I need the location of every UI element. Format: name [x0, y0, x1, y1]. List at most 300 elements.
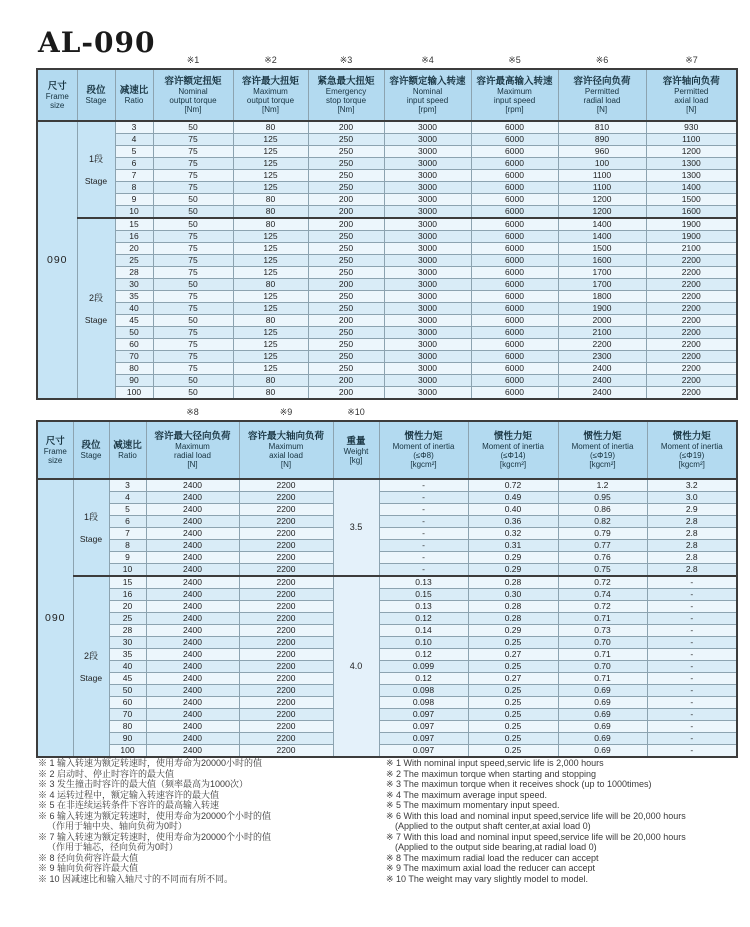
ratio-cell: 8 [115, 182, 153, 194]
column-header [468, 421, 558, 479]
header-label-en: radial load [583, 96, 621, 105]
value-cell: 6000 [471, 303, 558, 315]
data-row [37, 121, 737, 134]
ratio-cell: 100 [115, 387, 153, 400]
value-cell: 125 [233, 291, 308, 303]
ratio-cell: 16 [109, 589, 146, 601]
data-row [37, 303, 737, 315]
value-cell: - [647, 637, 737, 649]
value-cell: 2400 [146, 479, 239, 492]
value-cell: 3000 [384, 206, 471, 219]
value-cell: 0.097 [379, 733, 468, 745]
column-header [37, 421, 73, 479]
footnote-ref-mark: ※6 [595, 55, 609, 65]
frame-size-cell: 090 [37, 121, 77, 399]
value-cell: 75 [153, 134, 233, 146]
value-cell: 0.86 [558, 504, 647, 516]
data-row [37, 158, 737, 170]
value-cell: 2200 [239, 504, 333, 516]
value-cell: 2400 [146, 613, 239, 625]
column-header [333, 421, 379, 479]
value-cell: 0.097 [379, 721, 468, 733]
value-cell: 2200 [239, 576, 333, 589]
header-label-en: [kgcm²] [589, 460, 616, 469]
value-cell: 6000 [471, 170, 558, 182]
value-cell: 250 [308, 231, 384, 243]
value-cell: 3000 [384, 121, 471, 134]
value-cell: 2200 [239, 721, 333, 733]
value-cell: 3000 [384, 243, 471, 255]
value-cell: 2200 [646, 255, 737, 267]
value-cell: 75 [153, 158, 233, 170]
value-cell: 2200 [239, 528, 333, 540]
value-cell: 3000 [384, 218, 471, 231]
table1-footnote-ref-row [37, 54, 737, 66]
value-cell: 2200 [558, 339, 646, 351]
header-label-en: [Nm] [337, 105, 355, 114]
data-row [37, 564, 737, 577]
value-cell: 3000 [384, 279, 471, 291]
ratio-cell: 20 [109, 601, 146, 613]
ratio-cell: 5 [115, 146, 153, 158]
value-cell: 50 [153, 387, 233, 400]
value-cell: 2400 [146, 721, 239, 733]
value-cell: 250 [308, 339, 384, 351]
value-cell: 0.097 [379, 745, 468, 758]
data-row [37, 231, 737, 243]
value-cell: 2200 [239, 673, 333, 685]
value-cell: 125 [233, 146, 308, 158]
value-cell: - [647, 745, 737, 758]
header-label-en: Ratio [124, 96, 144, 105]
header-label-cn: 容许径向负荷 [573, 76, 631, 87]
data-row [37, 589, 737, 601]
value-cell: 0.29 [468, 552, 558, 564]
value-cell: 6000 [471, 327, 558, 339]
ratio-cell: 45 [115, 315, 153, 327]
data-row [37, 279, 737, 291]
data-row [37, 504, 737, 516]
ratio-cell: 8 [109, 540, 146, 552]
value-cell: 2300 [558, 351, 646, 363]
value-cell: 125 [233, 231, 308, 243]
value-cell: - [647, 673, 737, 685]
data-row [37, 673, 737, 685]
value-cell: 0.74 [558, 589, 647, 601]
value-cell: 1800 [558, 291, 646, 303]
ratio-cell: 70 [109, 709, 146, 721]
footnote-line: ※ 1 输入转速为额定转速时，使用寿命为20000小时的值 [38, 758, 263, 768]
value-cell: 0.099 [379, 661, 468, 673]
footnotes-chinese [38, 758, 376, 884]
value-cell: 960 [558, 146, 646, 158]
value-cell: 250 [308, 146, 384, 158]
header-label-cn: 惯性力矩 [672, 431, 711, 442]
header-label-en: [rpm] [418, 105, 437, 114]
value-cell: 0.25 [468, 745, 558, 758]
value-cell: 2400 [558, 363, 646, 375]
value-cell: 125 [233, 158, 308, 170]
data-row [37, 709, 737, 721]
value-cell: 50 [153, 315, 233, 327]
column-header [239, 421, 333, 479]
data-row [37, 528, 737, 540]
value-cell: 2200 [239, 661, 333, 673]
value-cell: 2400 [146, 552, 239, 564]
footnote-ref-mark: ※1 [186, 55, 200, 65]
value-cell: - [647, 697, 737, 709]
value-cell: 2200 [239, 649, 333, 661]
data-row [37, 182, 737, 194]
data-row [37, 649, 737, 661]
footnote-line: （作用于轴中央、轴向负荷为0时） [47, 821, 188, 831]
footnote-ref-mark: ※9 [279, 407, 293, 417]
value-cell: 125 [233, 303, 308, 315]
ratio-cell: 10 [115, 206, 153, 219]
footnote-ref-mark: ※10 [347, 407, 365, 417]
value-cell: 2400 [146, 685, 239, 697]
data-row [37, 492, 737, 504]
value-cell: 0.71 [558, 673, 647, 685]
footnote-line: ※ 4 The maximum average input speed. [386, 789, 547, 800]
ratio-cell: 30 [115, 279, 153, 291]
header-label-en: Frame [45, 91, 69, 101]
footnote-ref-mark: ※4 [421, 55, 434, 65]
ratio-cell: 45 [109, 673, 146, 685]
value-cell: 2400 [146, 528, 239, 540]
value-cell: 6000 [471, 267, 558, 279]
value-cell: 6000 [471, 231, 558, 243]
stage-label: 1段 [88, 153, 103, 164]
value-cell: 1100 [646, 134, 737, 146]
value-cell: 810 [558, 121, 646, 134]
data-row [37, 146, 737, 158]
value-cell: 1200 [646, 146, 737, 158]
value-cell: 6000 [471, 279, 558, 291]
data-row [37, 375, 737, 387]
value-cell: 200 [308, 387, 384, 400]
ratio-cell: 60 [115, 339, 153, 351]
header-row [37, 69, 737, 121]
value-cell: 2400 [146, 564, 239, 577]
value-cell: 125 [233, 182, 308, 194]
footnote-ref-mark: ※2 [264, 55, 277, 65]
value-cell: 2400 [146, 649, 239, 661]
ratio-cell: 7 [115, 170, 153, 182]
header-label-en: Maximum [175, 442, 210, 451]
footnote-line: （作用于轴芯，径向负荷为0时） [47, 842, 179, 852]
value-cell: 3.2 [647, 479, 737, 492]
value-cell: 80 [233, 387, 308, 400]
value-cell: 3000 [384, 134, 471, 146]
value-cell: 2200 [239, 745, 333, 758]
header-label-cn: 段位 [86, 85, 106, 96]
value-cell: 6000 [471, 121, 558, 134]
value-cell: 2200 [646, 363, 737, 375]
value-cell: 125 [233, 327, 308, 339]
value-cell: 0.29 [468, 625, 558, 637]
data-row [37, 540, 737, 552]
data-row [37, 315, 737, 327]
value-cell: 0.72 [558, 576, 647, 589]
value-cell: 2200 [239, 564, 333, 577]
data-row [37, 576, 737, 589]
value-cell: - [379, 504, 468, 516]
value-cell: 1600 [558, 255, 646, 267]
value-cell: 1700 [558, 267, 646, 279]
header-label-cn: 容许额定输入转速 [389, 76, 466, 87]
value-cell: 0.69 [558, 733, 647, 745]
header-label-en: Maximum [497, 87, 532, 96]
value-cell: 0.76 [558, 552, 647, 564]
data-row [37, 637, 737, 649]
ratio-cell: 80 [115, 363, 153, 375]
value-cell: 6000 [471, 243, 558, 255]
value-cell: 6000 [471, 182, 558, 194]
value-cell: 2200 [646, 339, 737, 351]
ratio-cell: 80 [109, 721, 146, 733]
value-cell: 250 [308, 303, 384, 315]
value-cell: 1500 [646, 194, 737, 206]
value-cell: 75 [153, 182, 233, 194]
header-label-cn: 减速比 [113, 440, 142, 451]
ratio-cell: 4 [109, 492, 146, 504]
value-cell: - [647, 733, 737, 745]
column-header [471, 69, 558, 121]
stage-label: 2段 [88, 292, 103, 303]
value-cell: 75 [153, 267, 233, 279]
suprow-spacer [558, 406, 647, 418]
value-cell: 50 [153, 279, 233, 291]
header-label-en: Nominal [178, 87, 208, 96]
value-cell: 1300 [646, 158, 737, 170]
footnote-line: ※ 2 启动时、停止时容许的最大值 [38, 768, 175, 779]
value-cell: - [647, 576, 737, 589]
header-label-en: output torque [169, 96, 217, 105]
value-cell: 2400 [146, 516, 239, 528]
value-cell: 2200 [646, 315, 737, 327]
value-cell: 2400 [146, 709, 239, 721]
ratio-cell: 35 [109, 649, 146, 661]
value-cell: 125 [233, 363, 308, 375]
value-cell: 2400 [146, 637, 239, 649]
value-cell: 0.27 [468, 649, 558, 661]
value-cell: 1200 [558, 194, 646, 206]
value-cell: 2400 [146, 504, 239, 516]
value-cell: - [647, 661, 737, 673]
footnote-line: ※ 10 因减速比和输入轴尺寸的不同而有所不同。 [38, 873, 234, 884]
value-cell: 0.70 [558, 637, 647, 649]
value-cell: 75 [153, 170, 233, 182]
data-row [37, 516, 737, 528]
ratio-cell: 10 [109, 564, 146, 577]
data-row [37, 613, 737, 625]
value-cell: 6000 [471, 134, 558, 146]
column-header [384, 69, 471, 121]
value-cell: 80 [233, 315, 308, 327]
value-cell: 0.28 [468, 601, 558, 613]
stage-label: Stage [84, 175, 108, 186]
suprow-spacer [115, 54, 153, 66]
value-cell: 80 [233, 121, 308, 134]
footnote-line: ※ 6 输入转速为额定转速时，使用寿命为20000个小时的值 [38, 810, 272, 821]
header-label-en: input speed [493, 96, 536, 105]
header-label-en: Stage [80, 451, 102, 460]
value-cell: 2200 [239, 479, 333, 492]
value-cell: 2200 [239, 601, 333, 613]
value-cell: - [647, 625, 737, 637]
header-label-en: output torque [246, 96, 295, 105]
footnote-line: ※ 10 The weight may vary slightly model to model. [386, 873, 588, 884]
header-label-en: (≤Φ14) [500, 451, 526, 460]
value-cell: 0.73 [558, 625, 647, 637]
value-cell: 0.72 [558, 601, 647, 613]
data-row [37, 745, 737, 758]
value-cell: 0.72 [468, 479, 558, 492]
value-cell: - [647, 649, 737, 661]
value-cell: 2400 [558, 375, 646, 387]
suprow-spacer [468, 406, 558, 418]
footnote-line: ※ 9 轴向负荷容许最大值 [38, 863, 139, 873]
ratio-cell: 60 [109, 697, 146, 709]
column-header [73, 421, 109, 479]
header-label-en: Maximum [268, 442, 304, 451]
header-label-cn: 容许最大轴向负荷 [247, 431, 324, 442]
header-label-cn: 容许额定扭矩 [164, 76, 222, 87]
data-row [37, 685, 737, 697]
column-header [37, 69, 77, 121]
value-cell: 80 [233, 279, 308, 291]
column-header [153, 69, 233, 121]
footnote-line: ※ 7 输入转速为额定转速时，使用寿命为20000个小时的值 [38, 831, 272, 842]
footnote-line: (Applied to the output shaft center,at axial load 0) [395, 821, 591, 831]
value-cell: 2200 [239, 613, 333, 625]
column-header [646, 69, 737, 121]
value-cell: 1900 [646, 218, 737, 231]
footnote-ref-mark: ※7 [685, 55, 698, 65]
footnotes-english [386, 758, 744, 884]
ratio-cell: 15 [109, 576, 146, 589]
suprow-spacer [37, 54, 77, 66]
value-cell: 2000 [558, 315, 646, 327]
value-cell: 0.097 [379, 709, 468, 721]
value-cell: - [379, 492, 468, 504]
value-cell: 2400 [146, 625, 239, 637]
value-cell: 2200 [239, 589, 333, 601]
value-cell: - [379, 552, 468, 564]
header-label-en: Stage [85, 96, 107, 105]
header-label-en: size [50, 100, 65, 110]
suprow-spacer [37, 406, 73, 418]
value-cell: 200 [308, 218, 384, 231]
ratio-cell: 35 [115, 291, 153, 303]
value-cell: 200 [308, 194, 384, 206]
value-cell: 2400 [146, 697, 239, 709]
value-cell: 0.13 [379, 576, 468, 589]
value-cell: 0.77 [558, 540, 647, 552]
data-row [37, 721, 737, 733]
value-cell: 75 [153, 327, 233, 339]
column-header [146, 421, 239, 479]
value-cell: 2200 [646, 351, 737, 363]
header-label-en: [kg] [349, 455, 363, 465]
table2-footnote-ref-row [37, 406, 737, 418]
footnote-ref-mark: ※8 [186, 407, 199, 417]
value-cell: 250 [308, 158, 384, 170]
data-row [37, 218, 737, 231]
value-cell: 75 [153, 231, 233, 243]
value-cell: 1400 [646, 182, 737, 194]
value-cell: 0.69 [558, 685, 647, 697]
value-cell: 2.8 [647, 516, 737, 528]
footnote-line: ※ 3 发生撞击时容许的最大值（频率最高为1000次） [38, 779, 249, 789]
ratio-cell: 7 [109, 528, 146, 540]
value-cell: 3000 [384, 387, 471, 400]
value-cell: 200 [308, 121, 384, 134]
value-cell: 0.69 [558, 745, 647, 758]
footnote-line: ※ 9 The maximum axial load the reducer can accept [386, 863, 595, 873]
stage-label: Stage [79, 672, 103, 683]
header-label-en: [rpm] [505, 105, 524, 114]
value-cell: 3000 [384, 158, 471, 170]
value-cell: 2100 [646, 243, 737, 255]
value-cell: 125 [233, 243, 308, 255]
value-cell: 6000 [471, 206, 558, 219]
ratio-cell: 50 [109, 685, 146, 697]
header-label-cn: 惯性力矩 [404, 431, 443, 442]
value-cell: 6000 [471, 315, 558, 327]
column-header [379, 421, 468, 479]
data-row [37, 291, 737, 303]
value-cell: 0.30 [468, 589, 558, 601]
value-cell: 250 [308, 134, 384, 146]
value-cell: 2400 [146, 733, 239, 745]
value-cell: - [379, 564, 468, 577]
value-cell: 250 [308, 327, 384, 339]
value-cell: 250 [308, 255, 384, 267]
footnote-line: ※ 5 The maximum momentary input speed. [386, 800, 560, 810]
header-label-en: Emergency [325, 87, 367, 96]
value-cell: 3000 [384, 170, 471, 182]
value-cell: 0.28 [468, 613, 558, 625]
value-cell: 0.098 [379, 697, 468, 709]
value-cell: 2200 [646, 327, 737, 339]
value-cell: 75 [153, 255, 233, 267]
value-cell: 3000 [384, 315, 471, 327]
value-cell: 250 [308, 243, 384, 255]
data-row [37, 134, 737, 146]
ratio-cell: 9 [115, 194, 153, 206]
stage-cell [73, 479, 109, 576]
header-label-en: [N] [187, 460, 198, 469]
value-cell: 50 [153, 121, 233, 134]
value-cell: 6000 [471, 387, 558, 400]
value-cell: 2200 [646, 303, 737, 315]
value-cell: 3000 [384, 351, 471, 363]
footnotes [38, 758, 744, 884]
value-cell: 2400 [146, 673, 239, 685]
value-cell: 3000 [384, 194, 471, 206]
value-cell: 200 [308, 279, 384, 291]
rated-performance-table [36, 68, 738, 400]
value-cell: 3000 [384, 267, 471, 279]
value-cell: 2200 [646, 291, 737, 303]
header-label-en: (≤Φ19) [590, 451, 615, 460]
header-label-en: [N] [596, 105, 608, 114]
column-header [558, 69, 646, 121]
ratio-cell: 100 [109, 745, 146, 758]
value-cell: 2200 [646, 267, 737, 279]
